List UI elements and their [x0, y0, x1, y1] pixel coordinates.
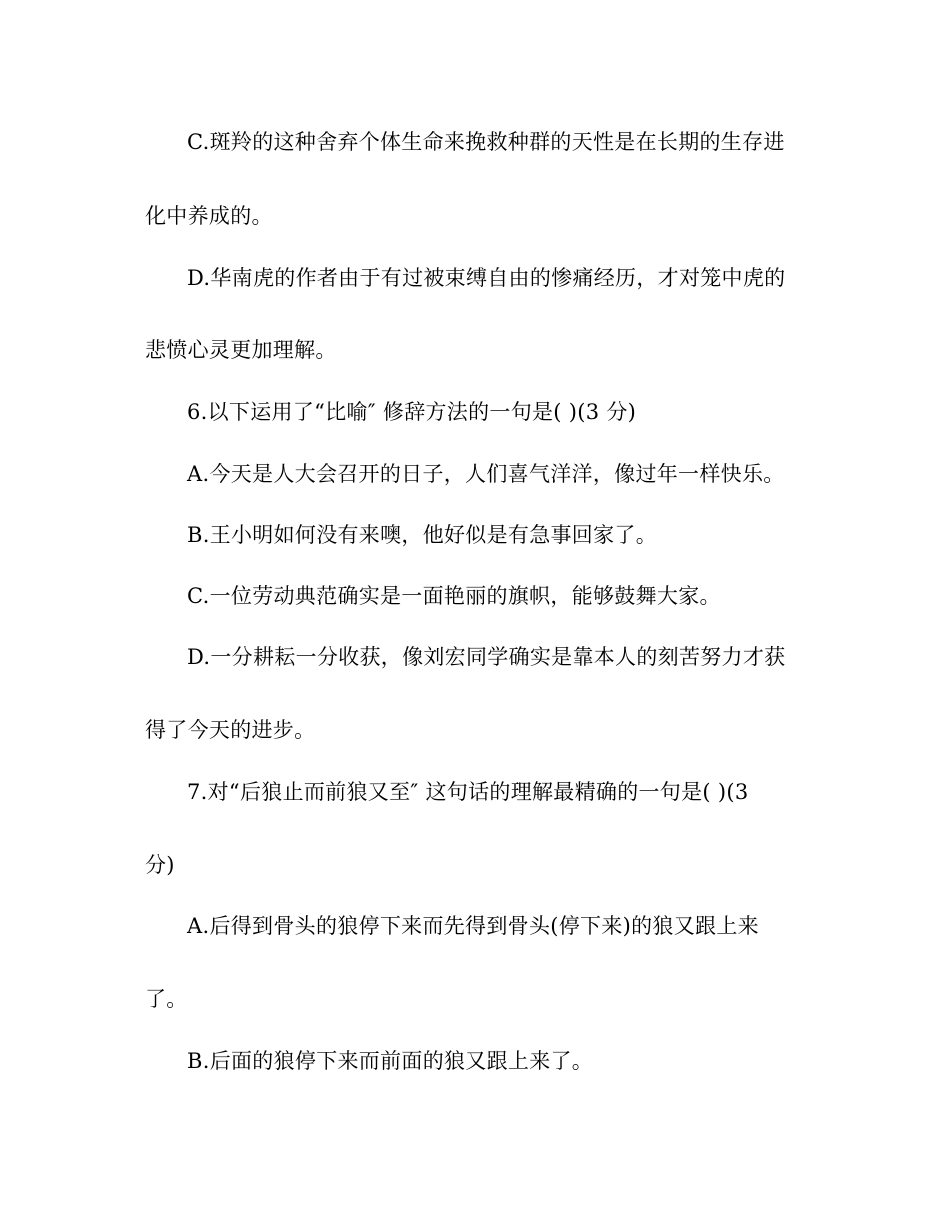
q5-option-c-line-1: C.斑羚的这种舍弃个体生命来挽救种群的天性是在长期的生存进 — [187, 130, 785, 154]
q7-option-a-line-1: A.后得到骨头的狼停下来而先得到骨头(停下来)的狼又跟上来 — [187, 914, 759, 938]
q5-option-d-line-2: 悲愤心灵更加理解。 — [145, 338, 337, 362]
question-6-stem: 6.以下运用了“比喻″ 修辞方法的一句是( )(3 分) — [187, 400, 637, 424]
q5-option-d-line-1: D.华南虎的作者由于有过被束缚自由的惨痛经历，才对笼中虎的 — [187, 266, 786, 290]
q7-option-b: B.后面的狼停下来而前面的狼又跟上来了。 — [187, 1049, 594, 1073]
q5-option-c-line-2: 化中养成的。 — [145, 204, 273, 228]
q6-option-d-line-2: 得了今天的进步。 — [145, 718, 316, 742]
q6-option-c: C.一位劳动典范确实是一面艳丽的旗帜，能够鼓舞大家。 — [187, 584, 721, 608]
q7-option-a-line-2: 了。 — [145, 987, 188, 1011]
q6-option-d-line-1: D.一分耕耘一分收获，像刘宏同学确实是靠本人的刻苦努力才获 — [187, 645, 786, 669]
q6-option-b: B.王小明如何没有来噢，他好似是有急事回家了。 — [187, 523, 658, 547]
question-7-stem-line-2: 分) — [145, 853, 175, 877]
q6-option-a: A.今天是人大会召开的日子，人们喜气洋洋，像过年一样快乐。 — [187, 462, 785, 486]
question-7-stem-line-1: 7.对“后狼止而前狼又至″ 这句话的理解最精确的一句是( )(3 — [187, 780, 749, 804]
